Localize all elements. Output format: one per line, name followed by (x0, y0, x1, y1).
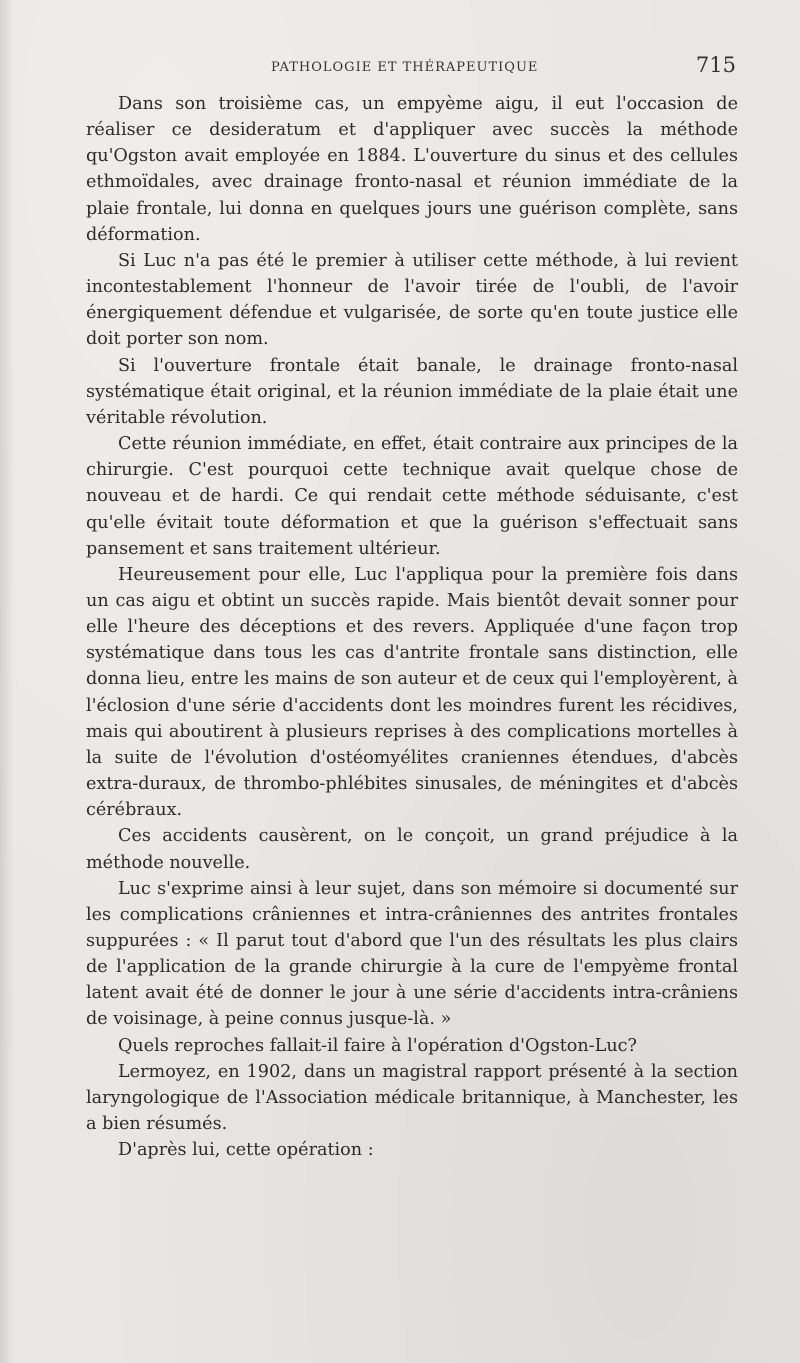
paragraph: D'après lui, cette opération : (118, 1140, 374, 1161)
paragraph: Heureusement pour elle, Luc l'appliqua pour la première fois dans un cas aigu et obtint un succès rapide. Mais bientôt devait sonner pour elle l'heure des déceptions et des revers. Appliquée d'une façon trop systématique dans tous les cas d'antrite frontale sans distinction, elle donna lieu, entre les mains de son auteur et de ceux qui l'employèrent, à l'éclosion d'une série d'accidents dont les moindres furent les récidives, mais qui aboutirent à plusieurs reprises à des complications mortelles à la suite de l'évolution d'ostéomyélites craniennes étendues, d'abcès extra-duraux, de thrombo-phlébites sinusales, de méningites et d'abcès cérébraux. (86, 564, 738, 821)
running-head: PATHOLOGIE ET THÉRAPEUTIQUE (271, 60, 539, 75)
paragraph: Ces accidents causèrent, on le conçoit, un grand préjudice à la méthode nouvelle. (86, 826, 738, 873)
paragraph: Lermoyez, en 1902, dans un magistral rapport présenté à la section laryngologique de l'Association médicale britannique, à Manchester, les a bien résumés. (86, 1061, 738, 1135)
paragraph: Si l'ouverture frontale était banale, le drainage fronto-nasal systématique était original, et la réunion immédiate de la plaie était une véritable révolution. (86, 355, 738, 428)
page-header (88, 53, 738, 84)
paragraph: Cette réunion immédiate, en effet, était contraire aux principes de la chirurgie. C'est pourquoi cette technique avait quelque chose de nouveau et de hardi. Ce qui rendait cette méthode séduisante, c'est qu'elle évitait toute déformation et que la guérison s'effectuait sans pansement et sans traitement ultérieur. (86, 434, 738, 559)
page-number: 715 (695, 53, 736, 77)
paragraph: Si Luc n'a pas été le premier à utiliser cette méthode, à lui revient incontestablement l'honneur de l'avoir tirée de l'oubli, de l'avoir énergiquement défendue et vulgarisée, de sorte qu'en toute justice elle doit porter son nom. (86, 250, 738, 350)
paragraph: Dans son troisième cas, un empyème aigu, il eut l'occasion de réaliser ce desideratum et d'appliquer avec succès la méthode qu'Ogston avait employée en 1884. L'ouverture du sinus et des cellules ethmoïdales, avec drainage fronto-nasal et réunion immédiate de la plaie frontale, lui donna en quelques jours une guérison complète, sans déformation. (86, 94, 738, 245)
body-text (86, 91, 738, 1163)
paragraph: Luc s'exprime ainsi à leur sujet, dans son mémoire si documenté sur les complications crâniennes et intra-crâniennes des antrites frontales suppurées : « Il parut tout d'abord que l'un des résultats les plus clairs de l'application de la grande chirurgie à la cure de l'empyème frontal latent avait été de donner le jour à une série d'accidents intra-crâniens de voisinage, à peine connus jusque-là. » (86, 878, 738, 1030)
paragraph: Quels reproches fallait-il faire à l'opération d'Ogston-Luc? (118, 1035, 637, 1056)
page-gutter-shadow (0, 0, 14, 1363)
